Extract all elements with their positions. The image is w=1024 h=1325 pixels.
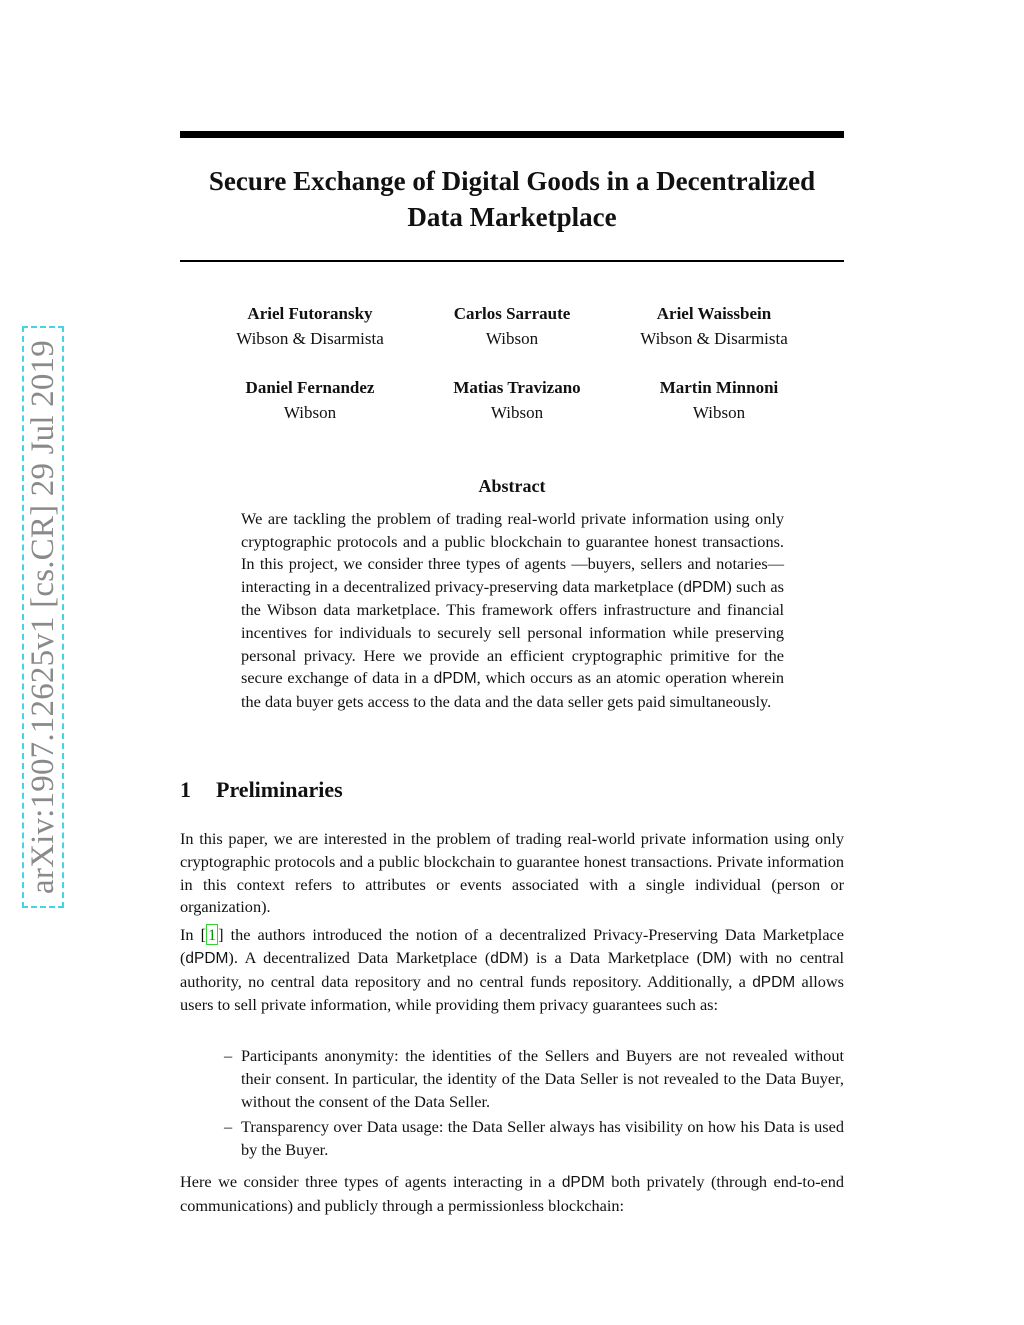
- acronym: dDM: [490, 949, 523, 967]
- author-name: Martin Minnoni: [659, 378, 779, 397]
- author-affiliation: Wibson: [283, 403, 337, 422]
- paragraph-text-part: In [: [180, 925, 206, 944]
- author-name: Ariel Futoransky: [247, 304, 373, 323]
- author-affiliation: Wibson: [485, 329, 539, 348]
- acronym: DM: [702, 949, 727, 967]
- acronym: dPDM: [683, 578, 727, 596]
- author-block: [200, 375, 420, 425]
- author-affiliation: Wibson & Disarmista: [236, 329, 384, 348]
- paragraph-text-part: Here we consider three types of agents interacting in a: [180, 1172, 562, 1191]
- paper-title: [180, 163, 844, 235]
- privacy-guarantees-list: [180, 1045, 844, 1165]
- author-affiliation: Wibson: [692, 403, 746, 422]
- author-block: [200, 301, 420, 351]
- abstract-text-part: We are tackling the problem of trading real-world private information using only cryptographic protocols and a public blockchain to guarantee honest transactions. In this project, we consider three types of agents —buyers, sellers and notaries— interacting in a decentralized privacy-preserving data marketplace (: [241, 509, 784, 596]
- arxiv-identifier[interactable]: arXiv:1907.12625v1 [cs.CR] 29 Jul 2019: [25, 340, 61, 894]
- author-affiliation: Wibson & Disarmista: [640, 329, 788, 348]
- author-block: [604, 301, 824, 351]
- paper-title-line-1: Secure Exchange of Digital Goods in a Decentralized: [208, 166, 816, 196]
- list-item: [180, 1045, 844, 1113]
- author-name: Daniel Fernandez: [245, 378, 375, 397]
- list-item-text: Participants anonymity: the identities of the Sellers and Buyers are not revealed without their consent. In particular, the identity of the Data Seller is not revealed to the Data Buyer, without the consent of the Data Seller.: [241, 1046, 844, 1111]
- acronym: dPDM: [561, 1174, 605, 1191]
- author-block: [407, 375, 627, 425]
- abstract-text-part: ) such as the Wibson data marketplace. This framework offers infrastructure and financial incentives for individuals to securely sell personal information while preserving personal privacy. Here we provide an efficient cryptographic primitive for the secure exchange of data in a: [241, 576, 784, 688]
- author-block: [609, 375, 829, 425]
- author-name: Carlos Sarraute: [453, 304, 571, 323]
- section-number: 1: [180, 777, 191, 802]
- acronym: dPDM: [752, 973, 796, 991]
- author-name: Ariel Waissbein: [656, 304, 772, 323]
- author-name: Matias Travizano: [453, 378, 581, 397]
- list-item-text: Transparency over Data usage: the Data Seller always has visibility on how his Data is used by the Buyer.: [241, 1117, 844, 1160]
- paragraph-text-part: both privately (through end-to-end communications) and publicly through a permissionless blockchain:: [180, 1172, 845, 1215]
- acronym: dPDM: [433, 670, 477, 688]
- author-block: [402, 301, 622, 351]
- paragraph-text-part: ). A decentralized Data Marketplace (: [228, 947, 491, 967]
- list-dash: –: [224, 1117, 233, 1137]
- body-paragraph: In this paper, we are interested in the problem of trading real-world private information using only cryptographic protocols and a public blockchain to guarantee honest transactions. Private information in this context refers to attributes or events associated with a single individual (person or organization).: [180, 829, 844, 917]
- section-title: Preliminaries: [216, 777, 343, 802]
- title-top-rule: [180, 131, 844, 138]
- abstract-text: [241, 508, 784, 713]
- list-item: [180, 1116, 844, 1162]
- abstract-text-part: , which occurs as an atomic operation wherein the data buyer gets access to the data and the data seller gets paid simultaneously.: [241, 668, 784, 711]
- paper-title-line-2: Data Marketplace: [407, 202, 617, 232]
- paragraph-text-part: ] the authors introduced the notion of a decentralized Privacy-Preserving Data Marketplace (: [180, 925, 844, 967]
- title-bottom-rule: [180, 260, 844, 262]
- list-dash: –: [224, 1046, 233, 1065]
- author-affiliation: Wibson: [490, 403, 544, 422]
- body-paragraph: [180, 924, 844, 1017]
- paragraph-text-part: ) is a Data Marketplace (: [522, 947, 703, 967]
- abstract-heading: Abstract: [478, 476, 546, 496]
- body-paragraph: [180, 1171, 844, 1218]
- acronym: dPDM: [185, 949, 229, 967]
- citation-link[interactable]: 1: [208, 925, 217, 944]
- paragraph-text-part: ) with no central authority, no central data repository and no central funds repository. Additionally, a: [180, 947, 844, 991]
- paragraph-text-part: allows users to sell private information, while providing them privacy guarantees such as:: [180, 971, 844, 1015]
- section-heading: [180, 777, 343, 803]
